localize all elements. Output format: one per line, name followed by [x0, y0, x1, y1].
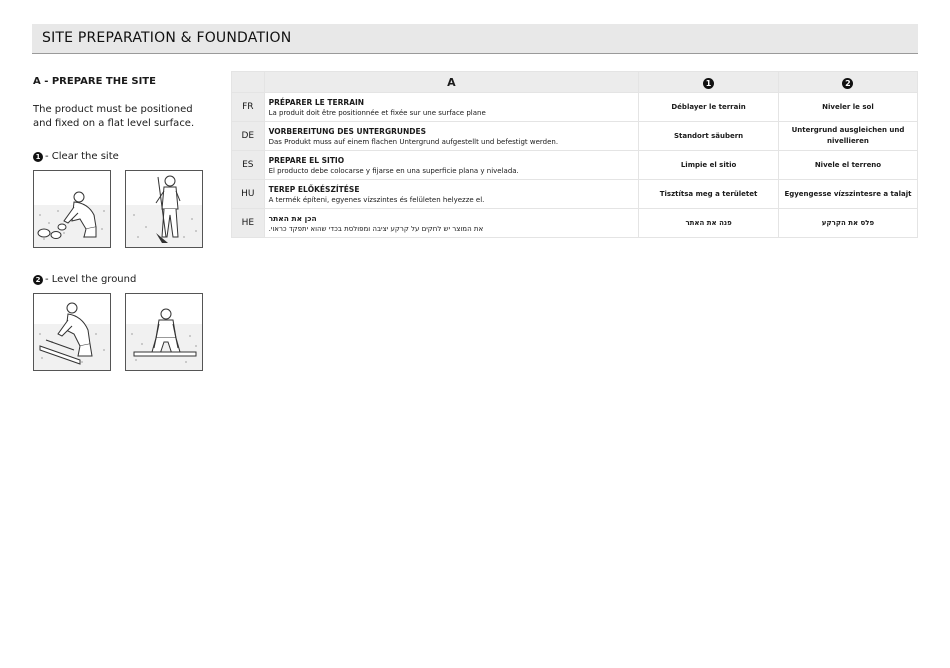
header-col-a: A	[264, 72, 639, 93]
table-row	[232, 122, 918, 151]
language-code: HU	[232, 180, 265, 209]
description-body: את המוצר יש לחקים על קרקע יציבה ומפולסת בכדי שהוא יתפקד כראוי.	[268, 224, 484, 233]
step1-cell: פנה את האתר	[639, 209, 779, 238]
description-title: PREPARE EL SITIO	[268, 155, 345, 165]
description-title: PRÉPARER LE TERRAIN	[268, 97, 365, 107]
header-col-2	[778, 72, 917, 93]
description-body: Das Produkt muss auf einem flachen Untergrund aufgestellt und befestigt werden.	[268, 137, 559, 146]
step2-cell: Nivele el terreno	[778, 151, 917, 180]
table-row	[232, 151, 918, 180]
description-body: A termék építeni, egyenes vízszintes és felületen helyezze el.	[268, 195, 485, 204]
step-level-ground	[33, 274, 136, 285]
section-title: A - PREPARE THE SITE	[33, 76, 156, 87]
table-header-row	[232, 72, 918, 93]
level-ground-illustration-2	[125, 293, 203, 371]
translation-table	[231, 71, 918, 238]
step-clear-site	[33, 151, 119, 162]
step-badge: 2	[33, 275, 43, 285]
step-label: - Clear the site	[45, 151, 119, 162]
step2-cell: פלס את הקרקע	[778, 209, 917, 238]
clear-site-illustration-1	[33, 170, 111, 248]
header-col-1	[639, 72, 779, 93]
description-title: הכן את האתר	[268, 213, 317, 223]
step2-cell: Niveler le sol	[778, 93, 917, 122]
description-cell	[264, 93, 639, 122]
level-ground-illustration-1	[33, 293, 111, 371]
page-title: SITE PREPARATION & FOUNDATION	[42, 30, 292, 46]
page-header	[32, 24, 918, 54]
description-title: TEREP ELŐKÉSZÍTÉSE	[268, 184, 360, 194]
description-body: La produit doit être positionnée et fixée sur une surface plane	[268, 108, 486, 117]
language-code: HE	[232, 209, 265, 238]
step1-cell: Tisztítsa meg a területet	[639, 180, 779, 209]
intro-text: The product must be positioned and fixed on a flat level surface.	[33, 104, 195, 129]
step-2-badge: 2	[842, 78, 853, 89]
description-cell	[264, 209, 639, 238]
language-code: FR	[232, 93, 265, 122]
step-label: - Level the ground	[45, 274, 137, 285]
description-cell	[264, 180, 639, 209]
table-row	[232, 209, 918, 238]
header-blank	[232, 72, 265, 93]
step-badge: 1	[33, 152, 43, 162]
description-body: El producto debe colocarse y fijarse en una superficie plana y nivelada.	[268, 166, 519, 175]
description-title: VORBEREITUNG DES UNTERGRUNDES	[268, 126, 426, 136]
language-code: ES	[232, 151, 265, 180]
table-row	[232, 93, 918, 122]
step2-cell: Egyengesse vízszintesre a talajt	[778, 180, 917, 209]
language-code: DE	[232, 122, 265, 151]
step-1-badge: 1	[703, 78, 714, 89]
step1-cell: Limpie el sitio	[639, 151, 779, 180]
step1-cell: Déblayer le terrain	[639, 93, 779, 122]
table-row	[232, 180, 918, 209]
clear-site-illustration-2	[125, 170, 203, 248]
step1-cell: Standort säubern	[639, 122, 779, 151]
description-cell	[264, 151, 639, 180]
description-cell	[264, 122, 639, 151]
step2-cell: Untergrund ausgleichen und nivellieren	[778, 122, 917, 151]
